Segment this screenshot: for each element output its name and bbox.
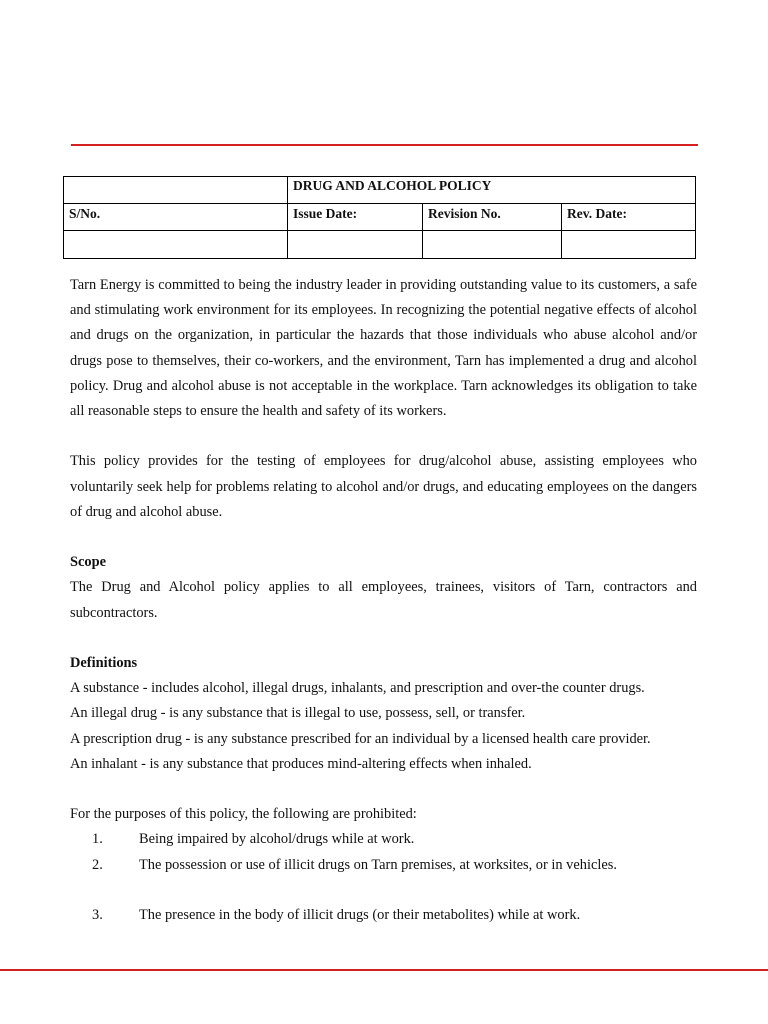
definition-substance: A substance - includes alcohol, illegal drugs, inhalants, and prescription and over-the counter drugs.: [70, 680, 645, 697]
prohibited-list: [70, 827, 697, 928]
list-item: [70, 853, 697, 878]
scope-text: The Drug and Alcohol policy applies to all employees, trainees, visitors of Tarn, contractors and subcontractors.: [70, 579, 697, 621]
table-header-row: [64, 204, 696, 231]
footer-rule: [0, 969, 768, 971]
list-item: [70, 903, 697, 928]
list-item-text: Being impaired by alcohol/drugs while at work.: [139, 831, 415, 848]
list-item-text: The possession or use of illicit drugs on Tarn premises, at worksites, or in vehicles.: [139, 856, 617, 873]
issue-date-value: [288, 231, 423, 259]
definition-illegal-drug: An illegal drug - is any substance that is illegal to use, possess, sell, or transfer.: [70, 705, 526, 722]
revision-no-header: Revision No.: [423, 204, 562, 231]
list-item-number: 2.: [92, 856, 103, 873]
table-cell-empty: [64, 177, 288, 204]
spacer: [70, 626, 697, 651]
list-item-number: 1.: [92, 831, 103, 848]
spacer: [70, 424, 697, 449]
spacer: [70, 525, 697, 550]
issue-date-header: Issue Date:: [288, 204, 423, 231]
list-item-text: The presence in the body of illicit drugs (or their metabolites) while at work.: [139, 907, 581, 923]
list-item-number: 3.: [92, 907, 103, 923]
list-item: [70, 827, 697, 852]
table-value-row: [64, 231, 696, 259]
rev-date-value: [562, 231, 696, 259]
definitions-heading: Definitions: [70, 655, 138, 671]
table-title-row: [64, 177, 696, 204]
scope-heading: Scope: [70, 554, 106, 571]
policy-paragraph: This policy provides for the testing of employees for drug/alcohol abuse, assisting employees who voluntarily seek help for problems relating to alcohol and/or drugs, and educating employees on the dangers of drug and alcohol abuse.: [70, 453, 697, 520]
revision-no-value: [423, 231, 562, 259]
document-body: [70, 273, 697, 928]
rev-date-header: Rev. Date:: [562, 204, 696, 231]
intro-paragraph: Tarn Energy is committed to being the industry leader in providing outstanding value to its customers, a safe and stimulating work environment for its employees. In recognizing the potential negative effects of alcohol and drugs on the organization, in particular the hazards that those individuals who abuse alcohol and/or drugs pose to themselves, their co-workers, and the environment, Tarn has implemented a drug and alcohol policy. Drug and alcohol abuse is not acceptable in the workplace. Tarn acknowledges its obligation to take all reasonable steps to ensure the health and safety of its workers.: [70, 277, 697, 420]
document-control-table: [63, 176, 696, 259]
header-rule: [71, 144, 698, 146]
sno-value: [64, 231, 288, 259]
definition-prescription-drug: A prescription drug - is any substance prescribed for an individual by a licensed health care provider.: [70, 730, 651, 747]
definition-inhalant: An inhalant - is any substance that produces mind-altering effects when inhaled.: [70, 755, 532, 772]
prohibited-intro: For the purposes of this policy, the following are prohibited:: [70, 806, 417, 823]
spacer: [70, 777, 697, 802]
sno-header: S/No.: [64, 204, 288, 231]
policy-title: DRUG AND ALCOHOL POLICY: [288, 177, 696, 204]
spacer: [70, 878, 697, 903]
